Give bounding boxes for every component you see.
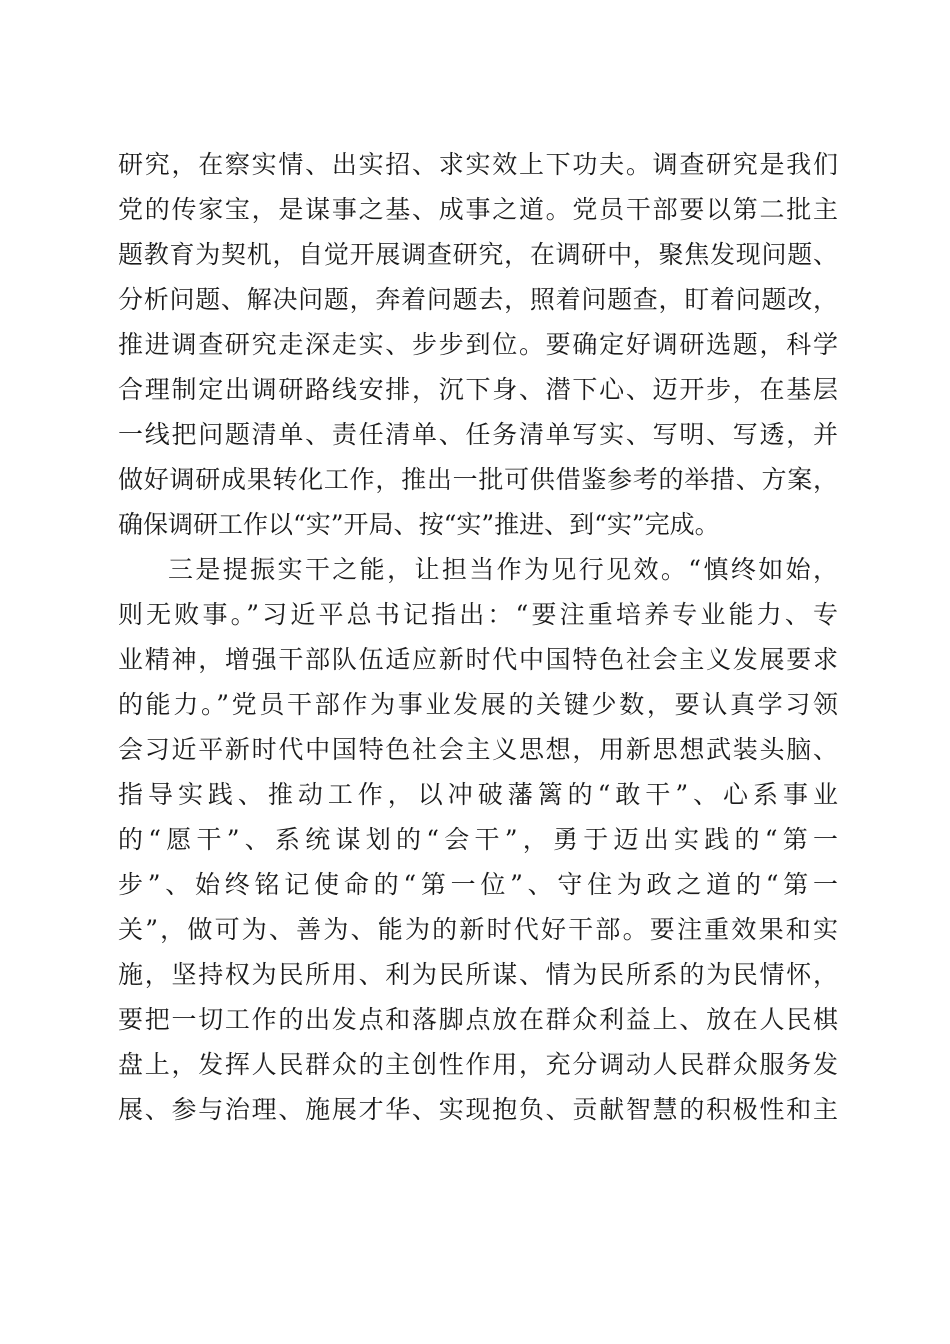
- text-line-19: 施，坚持权为民所用、利为民所谋、情为民所系的为民情怀，: [118, 960, 838, 989]
- text-line-16: 的“愿干”、系统谋划的“会干”，勇于迈出实践的“第一: [118, 825, 838, 854]
- text-line-22: 展、参与治理、施展才华、实现抱负、贡献智慧的积极性和主: [118, 1095, 838, 1124]
- text-line-14: 会习近平新时代中国特色社会主义思想，用新思想武装头脑、: [118, 735, 838, 764]
- text-line-9: 确保调研工作以“实”开局、按“实”推进、到“实”完成。: [118, 510, 720, 539]
- text-line-3: 题教育为契机，自觉开展调查研究，在调研中，聚焦发现问题、: [118, 240, 838, 269]
- text-line-7: 一线把问题清单、责任清单、任务清单写实、写明、写透，并: [118, 420, 838, 449]
- body-text: [118, 142, 838, 1132]
- text-line-15: 指导实践、推动工作，以冲破藩篱的“敢干”、心系事业: [118, 780, 838, 809]
- text-line-13: 的能力。”党员干部作为事业发展的关键少数，要认真学习领: [118, 690, 838, 719]
- text-line-4: 分析问题、解决问题，奔着问题去，照着问题查，盯着问题改，: [118, 285, 838, 314]
- text-line-1: 研究，在察实情、出实招、求实效上下功夫。调查研究是我们: [118, 150, 838, 179]
- text-line-11: 则无败事。”习近平总书记指出：“要注重培养专业能力、专: [118, 600, 838, 629]
- text-line-5: 推进调查研究走深走实、步步到位。要确定好调研选题，科学: [118, 330, 838, 359]
- text-line-8: 做好调研成果转化工作，推出一批可供借鉴参考的举措、方案，: [118, 465, 838, 494]
- text-line-20: 要把一切工作的出发点和落脚点放在群众利益上、放在人民棋: [118, 1005, 838, 1034]
- text-line-6: 合理制定出调研路线安排，沉下身、潜下心、迈开步，在基层: [118, 375, 838, 404]
- text-line-10: 三是提振实干之能，让担当作为见行见效。“慎终如始，: [168, 555, 838, 584]
- text-line-18: 关”，做可为、善为、能为的新时代好干部。要注重效果和实: [118, 915, 838, 944]
- text-line-2: 党的传家宝，是谋事之基、成事之道。党员干部要以第二批主: [118, 195, 838, 224]
- text-line-12: 业精神，增强干部队伍适应新时代中国特色社会主义发展要求: [118, 645, 838, 674]
- text-line-17: 步”、始终铭记使命的“第一位”、守住为政之道的“第一: [118, 870, 838, 899]
- text-line-21: 盘上，发挥人民群众的主创性作用，充分调动人民群众服务发: [118, 1050, 838, 1079]
